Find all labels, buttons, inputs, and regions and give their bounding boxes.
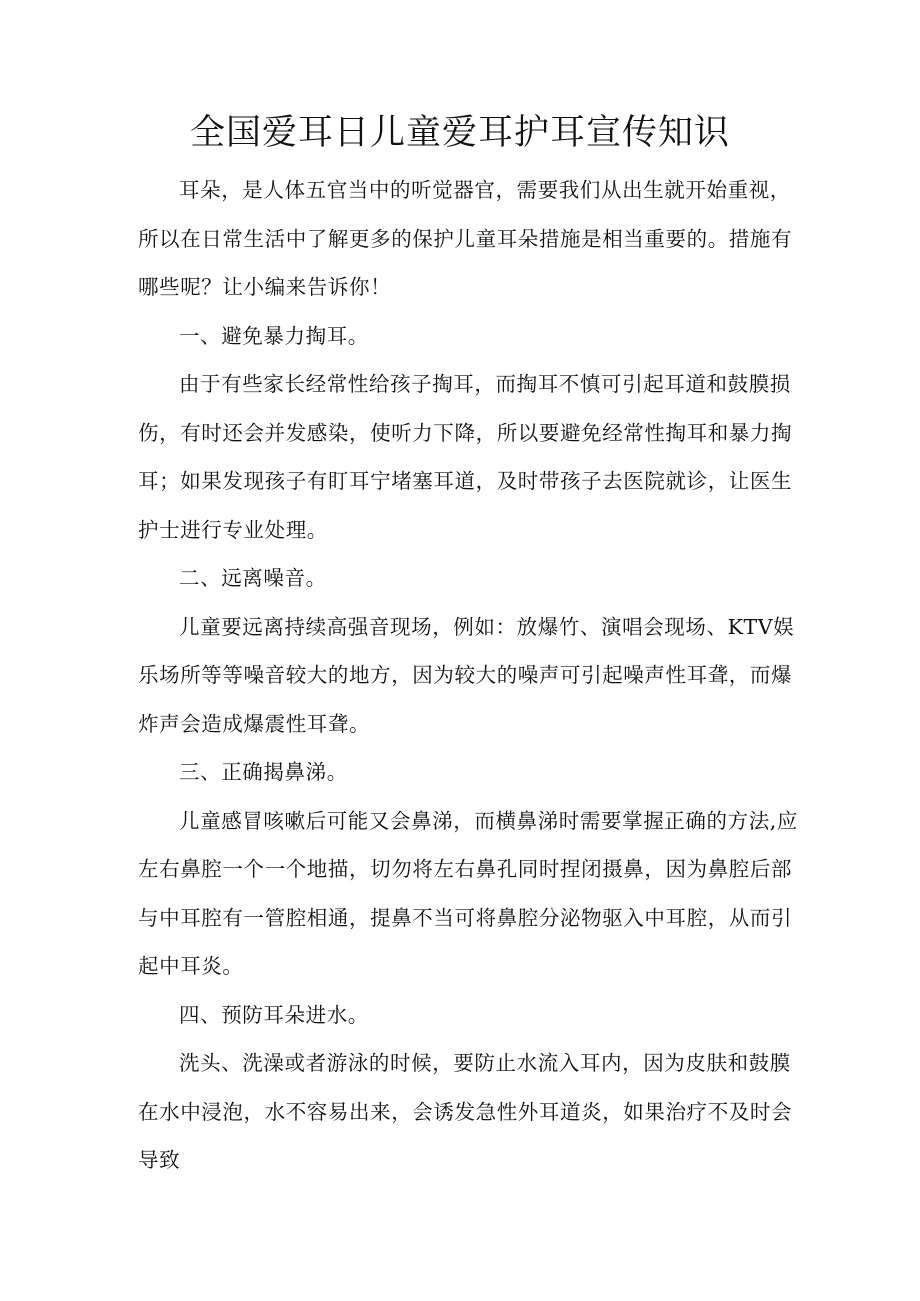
- section-heading-1: 一、避免暴力掏耳。: [179, 323, 369, 348]
- section-heading-3: 三、正确揭鼻涕。: [179, 760, 348, 784]
- section-heading-2: 二、远离噪音。: [179, 566, 327, 590]
- section-paragraph-2: 儿童要远离持续高强音现场，例如：放爆竹、演唱会现场、KTV娱乐场所等等噪音较大的地方，因为较大的噪声可引起噪声性耳聋，而爆炸声会造成爆震性耳聋。: [138, 614, 795, 736]
- section-heading-4: 四、预防耳朵进水。: [179, 1002, 369, 1027]
- section-paragraph-3: 儿童感冒咳嗽后可能又会鼻涕，而横鼻涕时需要掌握正确的方法,应左右鼻腔一个一个地描，切勿将左右鼻孔同时捏闭摄鼻，因为鼻腔后部与中耳腔有一管腔相通，提鼻不当可将鼻腔分泌物驱入中耳腔，从而引起中耳炎。: [138, 808, 799, 978]
- section-paragraph-1: 由于有些家长经常性给孩子掏耳，而掏耳不慎可引起耳道和鼓膜损伤，有时还会并发感染，使听力下降，所以要避免经常性掏耳和暴力掏耳；如果发现孩子有盯耳宁堵塞耳道，及时带孩子去医院就诊，让医生护士进行专业处理。: [138, 372, 793, 542]
- document-body: [138, 166, 800, 1185]
- document-title: 全国爱耳日儿童爱耳护耳宣传知识: [189, 113, 730, 153]
- intro-paragraph: 耳朵，是人体五官当中的听觉器官，需要我们从出生就开始重视，所以在日常生活中了解更多的保护儿童耳朵措施是相当重要的。措施有哪些呢？让小编来告诉你！: [138, 178, 793, 299]
- section-paragraph-4: 洗头、洗澡或者游泳的时候，要防止水流入耳内，因为皮肤和鼓膜在水中浸泡，水不容易出来，会诱发急性外耳道炎，如果治疗不及时会导致: [138, 1051, 793, 1172]
